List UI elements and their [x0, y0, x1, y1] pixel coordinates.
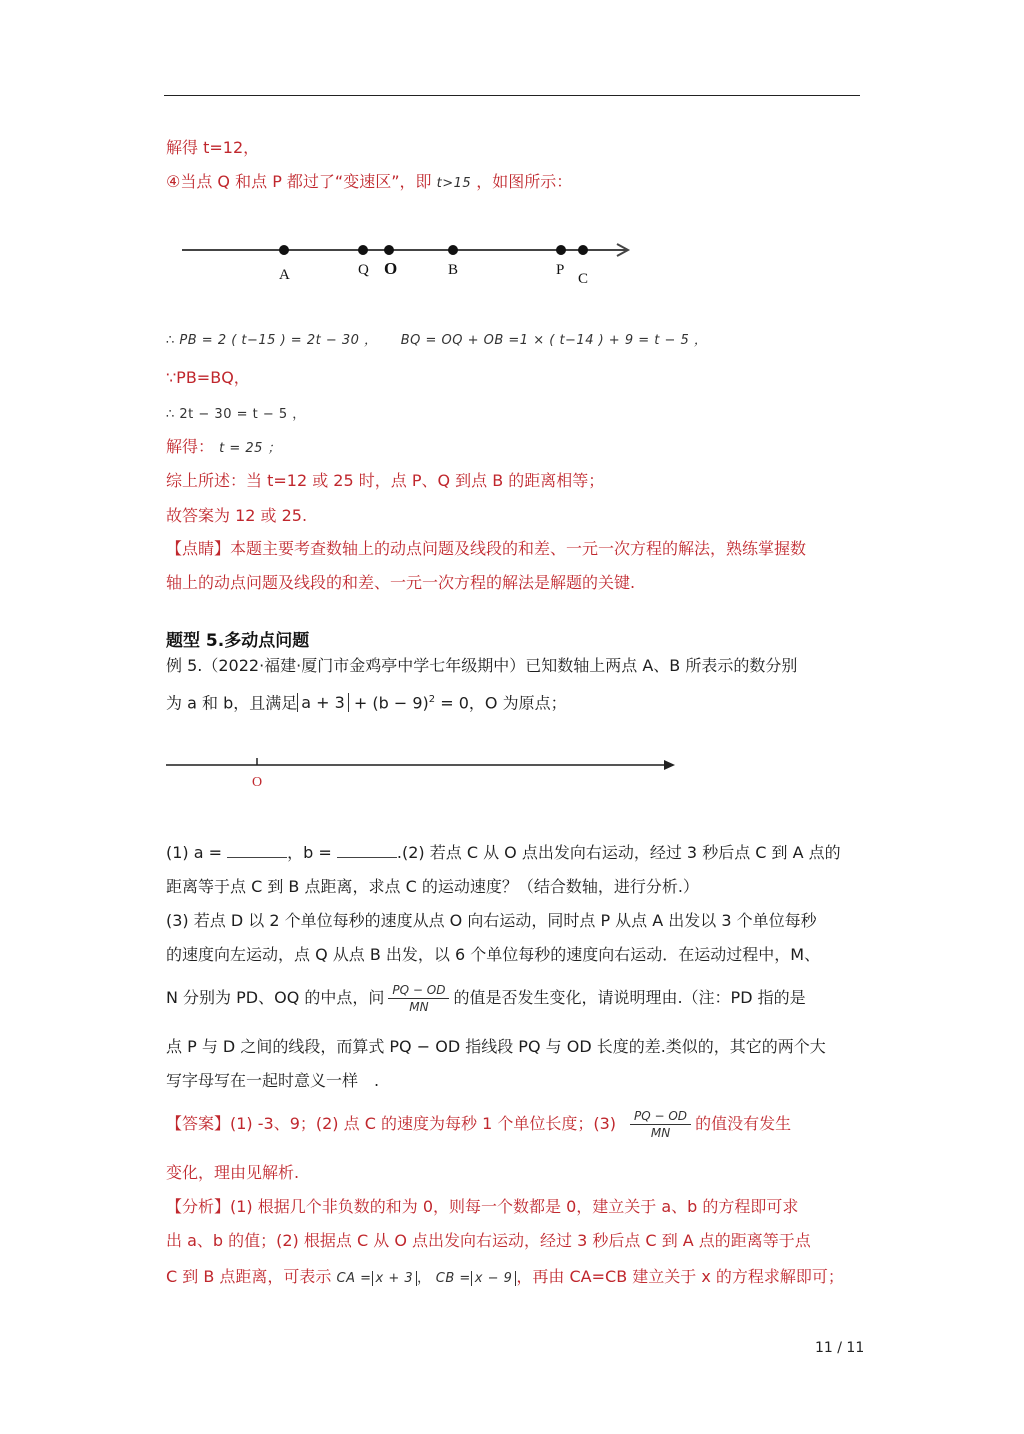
abs-x-minus-9: x − 9 — [471, 1271, 517, 1286]
fraction-numerator: PQ − OD — [388, 982, 449, 999]
exponent: 2 — [428, 694, 436, 705]
answer-fraction-numerator: PQ − OD — [630, 1108, 691, 1125]
example-line-1: 例 5.（2022·福建·厦门市金鸡亭中学七年级期中）已知数轴上两点 A、B 所表示的数分别 — [166, 656, 798, 675]
solve-t25 — [166, 436, 281, 460]
analysis-line-3: C 到 B 点距离，可表示 CA = x + 3 ， CB = x − 9 ，再由 CA=CB 建立关于 x 的方程求解即可； — [166, 1267, 844, 1286]
summary-text: 综上所述：当 t=12 或 25 时，点 P、Q 到点 B 的距离相等； — [166, 471, 605, 490]
point-label-o: O — [384, 259, 398, 278]
answer-fraction — [630, 1108, 691, 1141]
example-suffix: = 0，O 为原点； — [435, 693, 567, 713]
question-2-line-2: 距离等于点 C 到 B 点距离，求点 C 的运动速度？（结合数轴，进行分析.） — [166, 877, 699, 896]
cb-label: CB = — [435, 1271, 471, 1286]
equation-bq: BQ = OQ + OB =1 × ( t−14 ) + 9 = t − 5 ， — [400, 333, 708, 348]
blank-b[interactable] — [337, 843, 397, 858]
question-1-2 — [166, 842, 841, 864]
analysis-suffix: ，再由 CA=CB 建立关于 x 的方程求解即可； — [516, 1267, 844, 1286]
comment-line-2: 轴上的动点问题及线段的和差、一元一次方程的解法是解题的关键. — [166, 573, 636, 592]
point-label-q: Q — [358, 262, 369, 278]
blank-a[interactable] — [227, 843, 287, 858]
analysis-line-2: 出 a、b 的值；(2) 根据点 C 从 O 点出发向右运动，经过 3 秒后点 C 到 A 点的距离等于点 — [166, 1231, 811, 1250]
q1-suffix: .(2) 若点 C 从 O 点出发向右运动，经过 3 秒后点 C 到 A 点的 — [396, 843, 841, 862]
answer-block-line-1 — [166, 1106, 791, 1142]
answer-block-line-2: 变化，理由见解析. — [166, 1163, 300, 1182]
point-q — [358, 245, 368, 255]
case4-suffix: ，如图所示： — [476, 172, 573, 191]
point-label-a: A — [279, 267, 290, 283]
point-p — [556, 245, 566, 255]
fraction-pq-od-mn — [388, 982, 449, 1015]
question-3-line-3 — [166, 980, 806, 1016]
solve-value: t = 25 ； — [219, 441, 282, 456]
question-3-line-2: 的速度向左运动，点 Q 从点 B 出发，以 6 个单位每秒的速度向右运动．在运动过程中，M、 — [166, 945, 821, 964]
number-line-diagram-2 — [0, 740, 1024, 800]
point-a — [279, 245, 289, 255]
question-3-line-1: (3) 若点 D 以 2 个单位每秒的速度从点 O 向右运动，同时点 P 从点 A 出发以 3 个单位每秒 — [166, 911, 817, 930]
svg-text:O: O — [252, 775, 263, 790]
answer-fraction-denominator: MN — [650, 1126, 671, 1140]
equation-pb: ∴ PB = 2 ( t−15 ) = 2t − 30 ， — [166, 333, 378, 348]
analysis-prefix: C 到 B 点距离，可表示 — [166, 1267, 332, 1286]
question-3-line-4: 点 P 与 D 之间的线段，而算式 PQ − OD 指线段 PQ 与 OD 长度的差.类似的，其它的两个大 — [166, 1037, 826, 1056]
number-line-diagram-1 — [0, 0, 1024, 300]
q1-prefix: (1) a = — [166, 843, 228, 862]
section-title: 题型 5.多动点问题 — [166, 631, 310, 651]
equation-pb-bq — [166, 330, 707, 352]
point-label-p: P — [556, 262, 565, 278]
ca-label: CA = — [336, 1271, 372, 1286]
fraction-denominator: MN — [409, 1000, 429, 1014]
case4-prefix: ④当点 Q 和点 P 都过了“变速区”，即 — [166, 172, 432, 191]
comment-line-1: 【点睛】本题主要考查数轴上的动点问题及线段的和差、一元一次方程的解法，熟练掌握数 — [166, 539, 807, 558]
point-label-b: B — [448, 262, 459, 278]
solve-label: 解得： — [166, 437, 215, 456]
answer-suffix: 的值没有发生 — [695, 1114, 792, 1133]
q3-prefix: N 分别为 PD、OQ 的中点，问 — [166, 988, 385, 1007]
point-label-c: C — [578, 271, 589, 287]
point-o — [384, 245, 394, 255]
point-b — [448, 245, 458, 255]
abs-a-plus-3: a + 3 — [297, 693, 349, 712]
equation-2t: ∴ 2t − 30 = t − 5 ， — [166, 407, 306, 422]
because-pb-bq: ∵PB=BQ， — [166, 368, 250, 387]
point-c — [578, 245, 588, 255]
question-3-line-5: 写字母写在一起时意义一样 . — [166, 1071, 380, 1090]
q1-mid: ，b = — [287, 843, 337, 862]
analysis-line-1: 【分析】(1) 根据几个非负数的和为 0，则每一个数都是 0，建立关于 a、b 的方程即可求 — [166, 1197, 799, 1216]
case4-math: t>15 — [436, 176, 472, 191]
q3-suffix: 的值是否发生变化，请说明理由.（注：PD 指的是 — [453, 988, 806, 1007]
answer-prefix: 【答案】(1) -3、9；(2) 点 C 的速度为每秒 1 个单位长度；(3) — [166, 1114, 616, 1133]
example-mid: + (b − 9) — [348, 693, 429, 713]
page-number: 11 / 11 — [815, 1340, 865, 1356]
solve-t12: 解得 t=12， — [166, 138, 260, 157]
example-line-2 — [166, 689, 567, 714]
abs-x-plus-3: x + 3 — [372, 1271, 418, 1286]
answer-text: 故答案为 12 或 25. — [166, 506, 308, 525]
example-prefix: 为 a 和 b，且满足 — [166, 693, 298, 713]
